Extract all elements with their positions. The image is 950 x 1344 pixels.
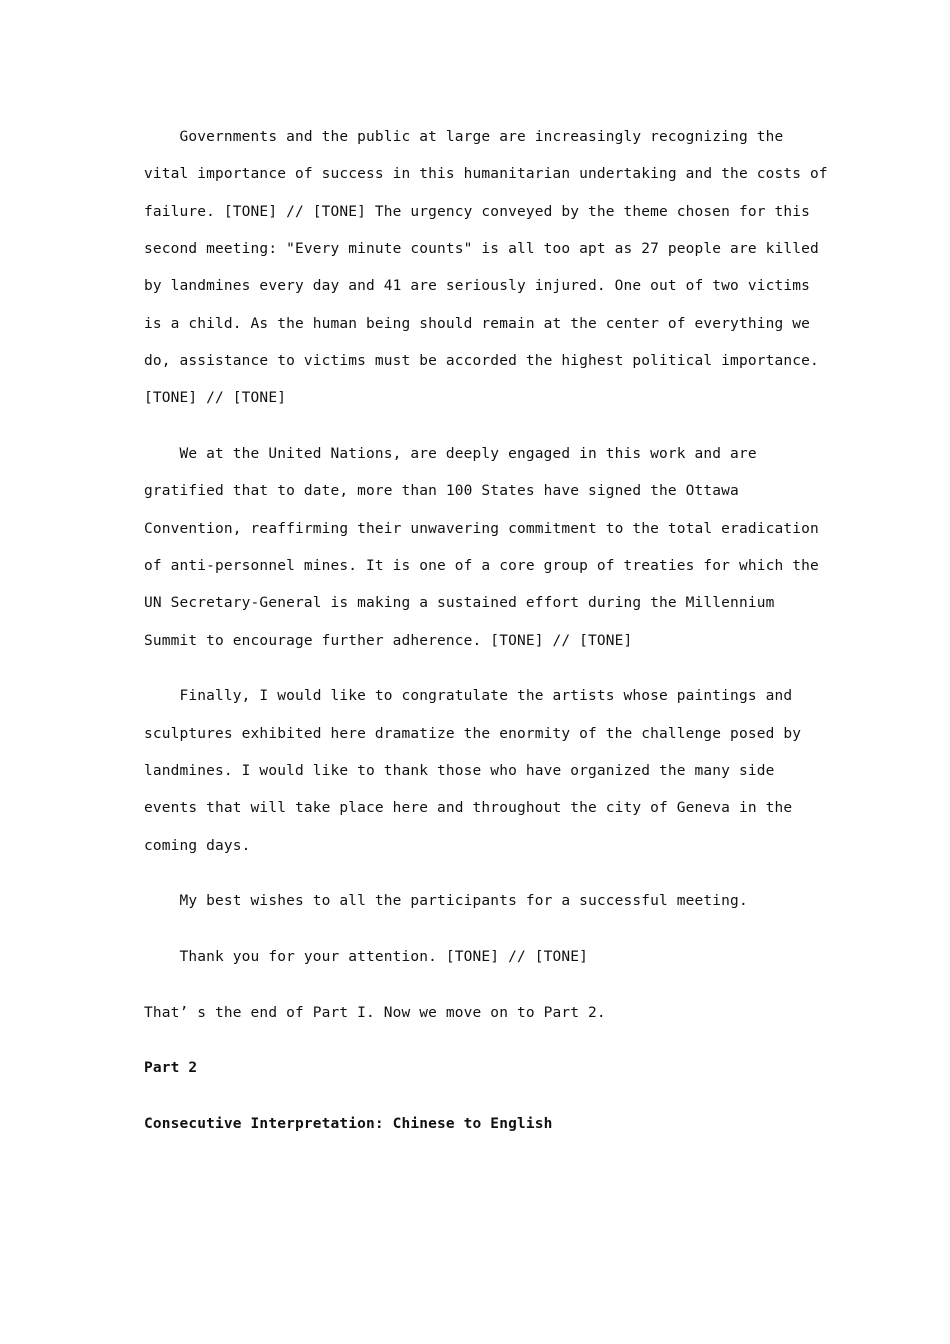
paragraph-2-line: Convention, reaffirming their unwavering commitment to the total eradication: [144, 521, 819, 537]
paragraph-1-line: is a child. As the human being should remain at the center of everything we: [144, 316, 810, 332]
paragraph-1-line: failure. [TONE] // [TONE] The urgency conveyed by the theme chosen for this: [144, 204, 810, 220]
section-heading: Part 2: [144, 1060, 198, 1076]
paragraph-2-line: of anti-personnel mines. It is one of a core group of treaties for which the: [144, 558, 819, 574]
paragraph-2-line: gratified that to date, more than 100 States have signed the Ottawa: [144, 483, 739, 499]
paragraph-1-line: by landmines every day and 41 are seriously injured. One out of two victims: [144, 278, 810, 294]
transition-text: That’ s the end of Part I. Now we move on to Part 2.: [144, 1005, 606, 1021]
section-subheading: Consecutive Interpretation: Chinese to English: [144, 1116, 553, 1132]
paragraph-2-line: UN Secretary-General is making a sustained effort during the Millennium: [144, 595, 775, 611]
paragraph-3-line: events that will take place here and throughout the city of Geneva in the: [144, 800, 793, 816]
paragraph-2-line: Summit to encourage further adherence. [TONE] // [TONE]: [144, 633, 633, 649]
paragraph-3-line: landmines. I would like to thank those who have organized the many side: [144, 763, 775, 779]
paragraph-3-line: Finally, I would like to congratulate the artists whose paintings and: [144, 688, 793, 704]
paragraph-4: My best wishes to all the participants for a successful meeting.: [144, 893, 748, 909]
paragraph-1-line: vital importance of success in this humanitarian undertaking and the costs of: [144, 166, 828, 182]
paragraph-1-line: second meeting: "Every minute counts" is all too apt as 27 people are killed: [144, 241, 819, 257]
paragraph-5: Thank you for your attention. [TONE] // [TONE]: [144, 949, 588, 965]
paragraph-1-line: do, assistance to victims must be accorded the highest political importance.: [144, 353, 819, 369]
paragraph-1-line: [TONE] // [TONE]: [144, 390, 287, 406]
paragraph-1-line: Governments and the public at large are increasingly recognizing the: [144, 129, 784, 145]
paragraph-2-line: We at the United Nations, are deeply engaged in this work and are: [144, 446, 757, 462]
paragraph-3-line: coming days.: [144, 838, 251, 854]
paragraph-3-line: sculptures exhibited here dramatize the enormity of the challenge posed by: [144, 726, 802, 742]
